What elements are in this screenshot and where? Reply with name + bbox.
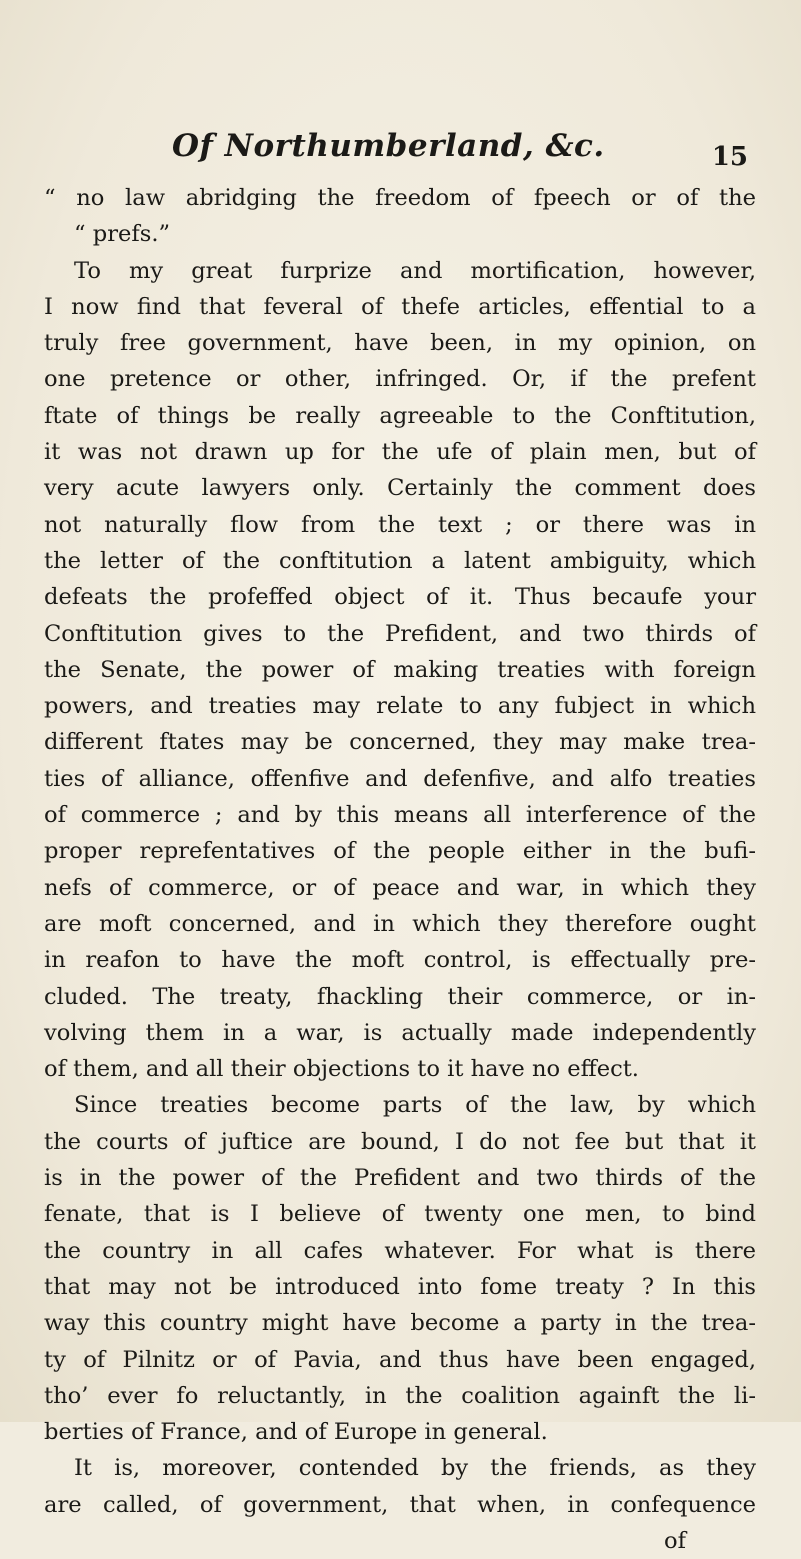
text-line: berties of France, and of Europe in general. — [44, 1419, 548, 1446]
text-line: ties of alliance, offenfive and defenfive, and alfo treaties — [44, 765, 756, 792]
text-line: powers, and treaties may relate to any fubject in which — [44, 693, 756, 720]
text-line: in reafon to have the moft control, is effectually pre- — [44, 947, 756, 974]
page-header — [172, 128, 752, 172]
text-line: one pretence or other, infringed. Or, if the prefent — [44, 366, 756, 393]
text-line: Since treaties become parts of the law, by which — [74, 1092, 756, 1119]
text-line: proper reprefentatives of the people either in the bufi- — [44, 838, 756, 865]
page-number: 15 — [711, 142, 748, 172]
text-line: very acute lawyers only. Certainly the comment does — [44, 475, 756, 502]
text-line: It is, moreover, contended by the friends, as they — [74, 1455, 756, 1482]
text-line: of commerce ; and by this means all interference of the — [44, 802, 756, 829]
text-line: nefs of commerce, or of peace and war, in which they — [44, 874, 756, 901]
text-line: To my great furprize and mortification, however, — [74, 257, 756, 284]
text-line: way this country might have become a party in the trea- — [44, 1310, 756, 1337]
body-text — [44, 180, 756, 1559]
text-line: the Senate, the power of making treaties with foreign — [44, 656, 756, 683]
text-line: of them, and all their objections to it have no effect. — [44, 1056, 639, 1083]
text-line: are called, of government, that when, in confequence — [44, 1491, 756, 1518]
text-line: volving them in a war, is actually made independently — [44, 1019, 756, 1046]
text-line: truly free government, have been, in my opinion, on — [44, 330, 756, 357]
text-line: tho’ ever fo reluctantly, in the coalition againft the li- — [44, 1382, 756, 1409]
text-line: not naturally flow from the text ; or there was in — [44, 511, 756, 538]
text-line: Conftitution gives to the Prefident, and two thirds of — [44, 620, 756, 647]
text-line: I now find that feveral of thefe articles, effential to a — [44, 293, 756, 320]
text-line: defeats the profeffed object of it. Thus becaufe your — [44, 584, 756, 611]
text-line: ty of Pilnitz or of Pavia, and thus have been engaged, — [44, 1346, 756, 1373]
text-line: is in the power of the Prefident and two thirds of the — [44, 1165, 756, 1192]
text-line: different ftates may be concerned, they may make trea- — [44, 729, 756, 756]
text-line: ftate of things be really agreeable to the Conftitution, — [44, 402, 756, 429]
text-line: “ prefs.” — [74, 221, 171, 248]
text-line: the courts of juftice are bound, I do not fee but that it — [44, 1128, 756, 1155]
text-line: cluded. The treaty, fhackling their commerce, or in- — [44, 983, 756, 1010]
text-line: it was not drawn up for the ufe of plain men, but of — [44, 439, 756, 466]
catchword: of — [664, 1527, 686, 1554]
text-line: the country in all cafes whatever. For what is there — [44, 1237, 756, 1264]
text-line: that may not be introduced into fome treaty ? In this — [44, 1273, 756, 1300]
text-line: are moft concerned, and in which they therefore ought — [44, 910, 756, 937]
text-line: “ no law abridging the freedom of fpeech or of the — [44, 185, 756, 211]
text-line: fenate, that is I believe of twenty one men, to bind — [44, 1201, 756, 1228]
running-head: Of Northumberland, &c. — [172, 128, 605, 164]
text-line: the letter of the conftitution a latent ambiguity, which — [44, 547, 756, 574]
